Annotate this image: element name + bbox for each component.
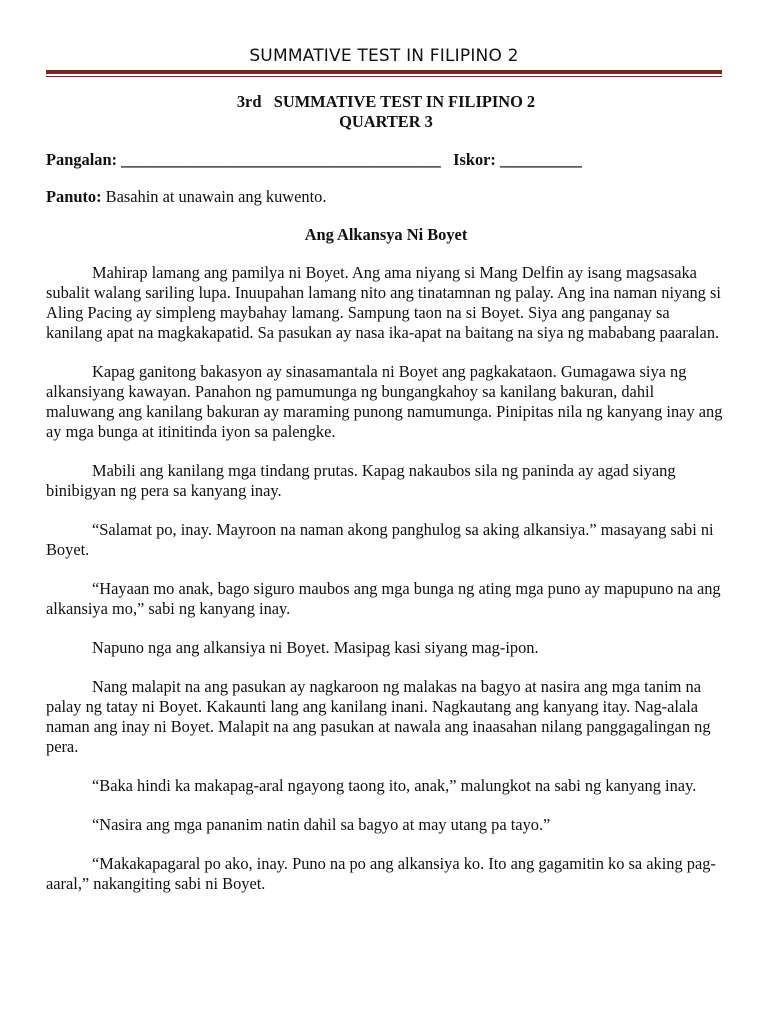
story-paragraph-6: Napuno nga ang alkansiya ni Boyet. Masipag kasi siyang mag-ipon. [92, 638, 539, 657]
score-blank: __________ [500, 150, 582, 169]
story-paragraph-7: Nang malapit na ang pasukan ay nagkaroon ng malakas na bagyo at nasira ang mga tanim na palay ng tatay ni Boyet. Kakaunti lang ang kanilang inani. Nagkautang ang kanyang itay. Nag-alala naman ang inay ni Boyet. Malapit na ang pasukan at nawala ang inaasahan nilang panggagalingan ng pera. [46, 677, 711, 756]
story-paragraph-9: “Nasira ang mga pananim natin dahil sa bagyo at may utang pa tayo.” [92, 815, 551, 834]
instruction-line [46, 187, 726, 207]
instruction-text: Basahin at unawain ang kuwento. [101, 187, 327, 206]
story-paragraph-1: Mahirap lamang ang pamilya ni Boyet. Ang ama niyang si Mang Delfin ay isang magsasaka subalit walang sariling lupa. Inuupahan lamang nito ang tinatamnan ng palay. Ang ina naman niyang si Aling Pacing ay simpleng maybahay lamang. Sampung taon na si Boyet. Siya ang panganay sa kanilang apat na magkakapatid. Sa pasukan ay nasa ika-apat na baitang na siya ng mababang paaralan. [46, 263, 721, 342]
story-paragraph-5: “Hayaan mo anak, bago siguro maubos ang mga bunga ng ating mga puno ay mapupuno na ang alkansiya mo,” sabi ng kanyang inay. [46, 579, 721, 618]
score-label: Iskor: [453, 150, 496, 169]
instruction-label: Panuto: [46, 187, 102, 206]
test-title: 3rd SUMMATIVE TEST IN FILIPINO 2 [236, 92, 536, 111]
story-paragraph-3: Mabili ang kanilang mga tindang prutas. Kapag nakaubos sila ng paninda ay agad siyang binibigyan ng pera sa kanyang inay. [46, 461, 676, 500]
header-rule-thin [46, 76, 722, 77]
story-title: Ang Alkansya Ni Boyet [304, 225, 468, 244]
story-paragraph-4: “Salamat po, inay. Mayroon na naman akong panghulog sa aking alkansiya.” masayang sabi ni Boyet. [46, 520, 714, 559]
story-paragraph-10: “Makakapagaral po ako, inay. Puno na po ang alkansiya ko. Ito ang gagamitin ko sa aking pag-aaral,” nakangiting sabi ni Boyet. [46, 854, 716, 893]
name-label: Pangalan: [46, 150, 118, 169]
story-paragraph-8: “Baka hindi ka makapag-aral ngayong taong ito, anak,” malungkot na sabi ng kanyang inay. [92, 776, 697, 795]
quarter-title: QUARTER 3 [339, 112, 433, 131]
header-title: SUMMATIVE TEST IN FILIPINO 2 [249, 46, 519, 66]
name-score-line [46, 150, 726, 170]
document-body [46, 88, 726, 894]
story-paragraph-2: Kapag ganitong bakasyon ay sinasamantala ni Boyet ang pagkakataon. Gumagawa siya ng alkansiyang kawayan. Panahon ng pamumunga ng bungangkahoy sa kanilang bakuran, dahil maluwang ang kanilang bakuran ay maraming punong namumunga. Pinipitas nila ng kanyang inay ang ay mga bunga at itinitinda iyon sa palengke. [46, 362, 723, 441]
name-blank: _______________________________________ [121, 150, 441, 169]
header-rule-thick [46, 70, 722, 74]
